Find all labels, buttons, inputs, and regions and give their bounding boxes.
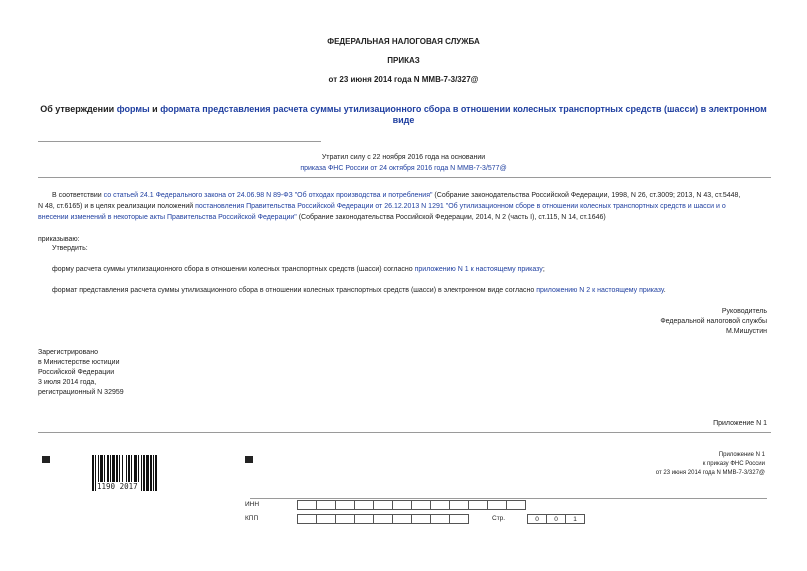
- form-appendix-line3: от 23 июня 2014 года N ММВ-7-3/327@: [655, 470, 765, 476]
- page-digit-cell[interactable]: 0: [527, 514, 547, 524]
- status-link[interactable]: приказа ФНС России от 24 октября 2016 года N ММВ-7-3/577@: [300, 165, 507, 172]
- divider-status: [38, 177, 771, 178]
- form-marker-mid: [245, 456, 253, 463]
- appendix-2-link[interactable]: приложению N 2 к настоящему приказу: [536, 287, 664, 294]
- signature-position: Руководитель: [721, 308, 767, 315]
- doc-type: ПРИКАЗ: [387, 56, 420, 65]
- registration-line4: 3 июля 2014 года,: [38, 379, 97, 386]
- form-cell[interactable]: [449, 500, 469, 510]
- form-cell[interactable]: [354, 500, 374, 510]
- kpp-cells: [297, 514, 468, 524]
- divider-top: [38, 141, 321, 142]
- page-label: Стр.: [492, 515, 506, 522]
- order-item-1: [52, 266, 545, 273]
- form-appendix-line2: к приказу ФНС России: [702, 461, 765, 467]
- appendix-1-link[interactable]: приложению N 1 к настоящему приказу: [414, 266, 543, 273]
- form-cell[interactable]: [506, 500, 526, 510]
- title-prefix: Об утверждении: [40, 104, 117, 114]
- appendix-label: Приложение N 1: [713, 420, 767, 427]
- signature-agency: Федеральной налоговой службы: [660, 318, 767, 325]
- doc-date-number: от 23 июня 2014 года N ММВ-7-3/327@: [328, 75, 479, 84]
- registration-line1: Зарегистрировано: [38, 349, 98, 356]
- order-item-2-text: формат представления расчета суммы утилизационного сбора в отношении колесных транспортных средств (шасси) в электронном виде согласно: [52, 287, 537, 294]
- page-cells: [527, 514, 584, 524]
- form-cell[interactable]: [449, 514, 469, 524]
- title-mid: и: [149, 104, 161, 114]
- form-appendix-line1: Приложение N 1: [718, 452, 765, 458]
- inn-cells: [297, 500, 525, 510]
- form-cell[interactable]: [468, 500, 488, 510]
- preamble-text-d: (Собрание законодательства Российской Федерации, 2014, N 2 (часть I), ст.115, N 14, ст.1646): [296, 214, 606, 221]
- title-line2[interactable]: виде: [392, 115, 415, 125]
- barcode-bar: [157, 455, 158, 491]
- form-cell[interactable]: [392, 514, 412, 524]
- inn-label: ИНН: [245, 501, 260, 508]
- form-cell[interactable]: [411, 500, 431, 510]
- preamble-text-a: В соответствии: [52, 192, 104, 199]
- form-cell[interactable]: [354, 514, 374, 524]
- preamble-text-c: N 48, ст.6165) и в целях реализации положений: [38, 203, 196, 210]
- form-cell[interactable]: [487, 500, 507, 510]
- form-cell[interactable]: [335, 514, 355, 524]
- signature-name: М.Мишустин: [725, 328, 767, 335]
- preamble-line1: [52, 192, 740, 199]
- resolution-link-cont[interactable]: внесении изменений в некоторые акты Правительства Российской Федерации": [38, 214, 297, 221]
- preamble-line3: [38, 214, 606, 221]
- barcode-digits: 1190 2017: [97, 482, 138, 491]
- law-link[interactable]: со статьей 24.1 Федерального закона от 24.06.98 N 89-ФЗ "Об отходах производства и потребления": [103, 192, 433, 199]
- approve-word: Утвердить:: [52, 245, 88, 252]
- page-digit-cell[interactable]: 0: [546, 514, 566, 524]
- order-item-2: [52, 287, 666, 294]
- order-item-1-end: ;: [542, 266, 545, 273]
- orders-word: приказываю:: [38, 236, 80, 243]
- form-marker-left: [42, 456, 50, 463]
- document-title: [30, 104, 777, 114]
- order-item-2-end: .: [663, 287, 666, 294]
- resolution-link[interactable]: постановления Правительства Российской Федерации от 26.12.2013 N 1291 "Об утилизационном сборе в отношении колесных транспортных средств и шасси и о: [195, 203, 726, 210]
- title-link-form[interactable]: формы: [116, 104, 150, 114]
- form-divider: [250, 498, 767, 499]
- form-cell[interactable]: [335, 500, 355, 510]
- form-cell[interactable]: [373, 500, 393, 510]
- order-item-1-text: форму расчета суммы утилизационного сбора в отношении колесных транспортных средств (шасси) согласно: [52, 266, 415, 273]
- form-cell[interactable]: [430, 500, 450, 510]
- preamble-line2: [38, 203, 726, 210]
- preamble-text-b: (Собрание законодательства Российской Федерации, 1998, N 26, ст.3009; 2013, N 43, ст.5448,: [432, 192, 741, 199]
- form-cell[interactable]: [297, 500, 317, 510]
- registration-line5: регистрационный N 32959: [38, 389, 124, 396]
- kpp-label: КПП: [245, 515, 259, 522]
- page-digit-cell[interactable]: 1: [565, 514, 585, 524]
- form-cell[interactable]: [392, 500, 412, 510]
- form-cell[interactable]: [297, 514, 317, 524]
- form-cell[interactable]: [373, 514, 393, 524]
- form-cell[interactable]: [316, 514, 336, 524]
- registration-line2: в Министерстве юстиции: [38, 359, 120, 366]
- form-cell[interactable]: [316, 500, 336, 510]
- registration-line3: Российской Федерации: [38, 369, 115, 376]
- status-line1: Утратил силу с 22 ноября 2016 года на основании: [321, 154, 486, 161]
- form-cell[interactable]: [411, 514, 431, 524]
- title-link-format[interactable]: формата представления расчета суммы утилизационного сбора в отношении колесных транспортных средств (шасси) в электронном: [160, 104, 767, 114]
- divider-appendix: [38, 432, 771, 433]
- form-cell[interactable]: [430, 514, 450, 524]
- agency-title: ФЕДЕРАЛЬНАЯ НАЛОГОВАЯ СЛУЖБА: [327, 37, 480, 46]
